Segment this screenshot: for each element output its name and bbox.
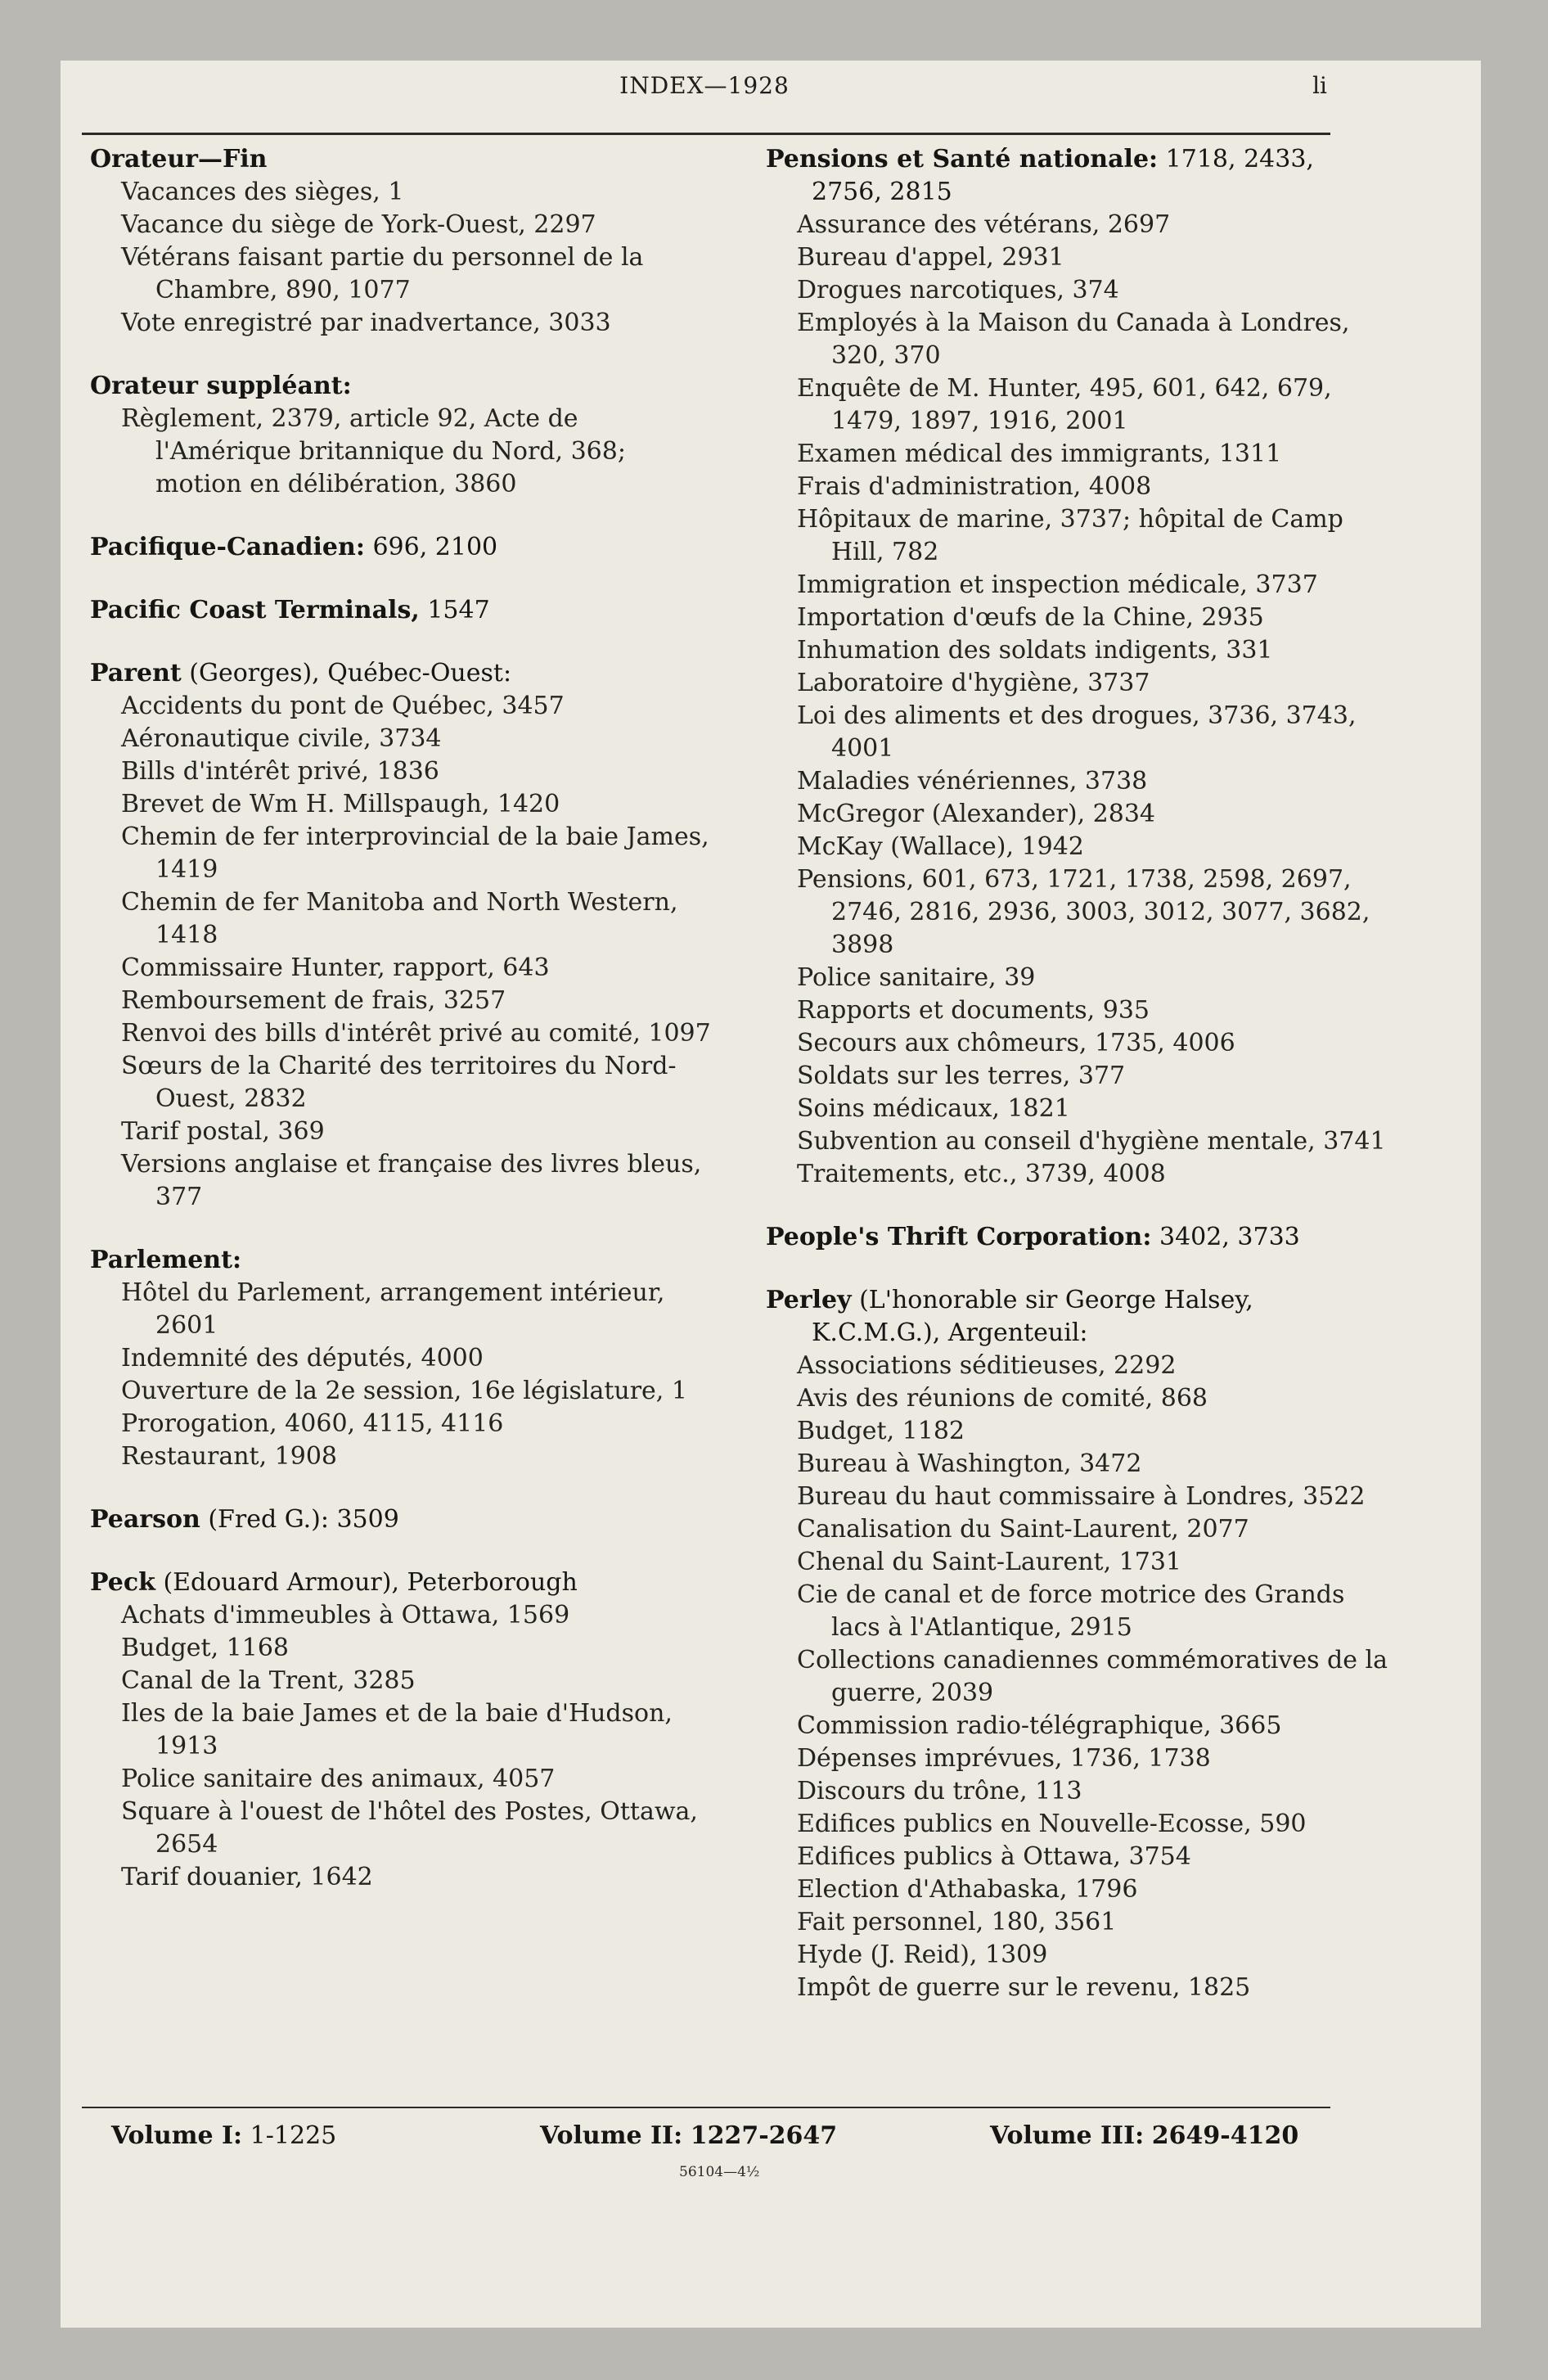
sub-entry: Frais d'administration, 4008: [797, 472, 1152, 501]
entry-name: Orateur suppléant:: [90, 372, 352, 400]
sub-entry: Chemin de fer interprovincial de la baie James, 1419: [121, 823, 709, 884]
entry-heading: [90, 1503, 712, 1536]
entry-name: Pensions et Santé nationale:: [766, 145, 1159, 174]
sub-entry: Bills d'intérêt privé, 1836: [121, 757, 439, 786]
sub-entry: Discours du trône, 113: [797, 1777, 1082, 1805]
entry-heading: [766, 1284, 1388, 1350]
entry-heading: [90, 531, 712, 564]
sub-entry: Square à l'ouest de l'hôtel des Postes, Ottawa, 2654: [121, 1797, 698, 1859]
header-rule: [82, 133, 1330, 135]
sub-entry: Rapports et documents, 935: [797, 996, 1150, 1025]
sub-entry: Canalisation du Saint-Laurent, 2077: [797, 1515, 1249, 1544]
sub-entry: McKay (Wallace), 1942: [797, 832, 1084, 861]
sub-entry: Vacance du siège de York-Ouest, 2297: [121, 210, 596, 239]
right-column: [766, 143, 1388, 2035]
sub-entry: Loi des aliments et des drogues, 3736, 3743, 4001: [797, 701, 1357, 763]
sub-entry: Bureau à Washington, 3472: [797, 1449, 1142, 1478]
entry-heading: [90, 370, 712, 403]
sub-entry: Associations séditieuses, 2292: [797, 1351, 1177, 1380]
sub-entry: Dépenses imprévues, 1736, 1738: [797, 1744, 1211, 1773]
entry-name: Pearson: [90, 1505, 200, 1534]
sub-entry: Enquête de M. Hunter, 495, 601, 642, 679, 1479, 1897, 1916, 2001: [797, 374, 1332, 435]
sub-entry: Police sanitaire, 39: [797, 963, 1036, 992]
sub-entry: McGregor (Alexander), 2834: [797, 800, 1155, 828]
sub-entry: Prorogation, 4060, 4115, 4116: [121, 1409, 504, 1438]
entry-heading: [90, 143, 712, 176]
entry-name: Pacifique-Canadien:: [90, 533, 365, 561]
volume-range: 1227-2647: [690, 2121, 838, 2150]
sub-entry: Bureau d'appel, 2931: [797, 243, 1064, 272]
index-entry: [90, 531, 712, 564]
entry-heading: [90, 657, 712, 690]
volume-range: 2649-4120: [1151, 2121, 1299, 2150]
left-column: [90, 143, 712, 1924]
index-entry: [766, 143, 1388, 1191]
entry-name: People's Thrift Corporation:: [766, 1223, 1152, 1251]
print-code: 56104—4½: [679, 2164, 760, 2180]
sub-entry: Hôpitaux de marine, 3737; hôpital de Camp Hill, 782: [797, 505, 1343, 566]
sub-entry: Budget, 1168: [121, 1634, 290, 1662]
entry-heading: [90, 594, 712, 627]
entry-references: (Edouard Armour), Peterborough: [155, 1568, 578, 1597]
sub-entry: Règlement, 2379, article 92, Acte de l'Amérique britannique du Nord, 368; motion en délibération, 3860: [121, 404, 626, 498]
sub-entry: Immigration et inspection médicale, 3737: [797, 570, 1318, 599]
volume-label: Volume II:: [540, 2121, 683, 2150]
sub-entry: Importation d'œufs de la Chine, 2935: [797, 603, 1264, 632]
sub-entry: Sœurs de la Charité des territoires du Nord-Ouest, 2832: [121, 1052, 677, 1113]
sub-entry: Edifices publics en Nouvelle-Ecosse, 590: [797, 1810, 1307, 1838]
footer-rule: [82, 2107, 1330, 2108]
sub-entry: Traitements, etc., 3739, 4008: [797, 1160, 1166, 1188]
sub-entry: Vote enregistré par inadvertance, 3033: [121, 309, 611, 337]
sub-entry: Vétérans faisant partie du personnel de la Chambre, 890, 1077: [121, 243, 644, 304]
entry-name: Peck: [90, 1568, 155, 1597]
sub-entry: Fait personnel, 180, 3561: [797, 1908, 1117, 1936]
sub-entry: Pensions, 601, 673, 1721, 1738, 2598, 2697, 2746, 2816, 2936, 3003, 3012, 3077, 3682, 3898: [797, 865, 1370, 959]
sub-entry: Tarif douanier, 1642: [121, 1863, 373, 1891]
sub-entry: Hyde (J. Reid), 1309: [797, 1941, 1048, 1969]
entry-references: (Georges), Québec-Ouest:: [181, 659, 512, 687]
entry-references: 696, 2100: [364, 533, 498, 561]
sub-entry: Commissaire Hunter, rapport, 643: [121, 953, 550, 982]
sub-entry: Subvention au conseil d'hygiène mentale, 3741: [797, 1127, 1386, 1156]
index-entry: [90, 1566, 712, 1894]
page-number: li: [1312, 72, 1327, 99]
entry-references: (Fred G.): 3509: [200, 1505, 399, 1534]
sub-entry: Soins médicaux, 1821: [797, 1094, 1070, 1123]
entry-name: Orateur—Fin: [90, 145, 268, 174]
entry-name: Parent: [90, 659, 182, 687]
index-entry: [90, 370, 712, 501]
entry-references: (L'honorable sir George Halsey, K.C.M.G.), Argenteuil:: [812, 1286, 1253, 1347]
sub-entry: Employés à la Maison du Canada à Londres, 320, 370: [797, 309, 1350, 370]
footer-volume-3: [990, 2121, 1298, 2150]
volume-range: 1-1225: [250, 2121, 337, 2150]
sub-entry: Maladies vénériennes, 3738: [797, 767, 1148, 796]
entry-heading: [90, 1244, 712, 1277]
index-entry: [90, 1503, 712, 1536]
index-entry: [766, 1221, 1388, 1254]
entry-name: Perley: [766, 1286, 852, 1314]
sub-entry: Edifices publics à Ottawa, 3754: [797, 1842, 1191, 1871]
page-header: [82, 72, 1327, 113]
entry-references: 3402, 3733: [1151, 1223, 1300, 1251]
sub-entry: Canal de la Trent, 3285: [121, 1666, 416, 1695]
sub-entry: Indemnité des députés, 4000: [121, 1344, 484, 1373]
entry-name: Parlement:: [90, 1246, 242, 1274]
sub-entry: Impôt de guerre sur le revenu, 1825: [797, 1973, 1251, 2002]
sub-entry: Election d'Athabaska, 1796: [797, 1875, 1138, 1904]
sub-entry: Bureau du haut commissaire à Londres, 3522: [797, 1482, 1366, 1511]
sub-entry: Renvoi des bills d'intérêt privé au comité, 1097: [121, 1019, 711, 1048]
index-entry: [90, 1244, 712, 1473]
sub-entry: Chemin de fer Manitoba and North Western, 1418: [121, 888, 678, 949]
sub-entry: Accidents du pont de Québec, 3457: [121, 692, 565, 720]
sub-entry: Assurance des vétérans, 2697: [797, 210, 1171, 239]
sub-entry: Tarif postal, 369: [121, 1117, 325, 1146]
sub-entry: Restaurant, 1908: [121, 1442, 338, 1471]
sub-entry: Achats d'immeubles à Ottawa, 1569: [121, 1601, 570, 1629]
sub-entry: Collections canadiennes commémoratives de la guerre, 2039: [797, 1646, 1388, 1707]
sub-entry: Aéronautique civile, 3734: [121, 724, 442, 753]
sub-entry: Police sanitaire des animaux, 4057: [121, 1765, 556, 1793]
sub-entry: Avis des réunions de comité, 868: [797, 1384, 1208, 1413]
index-entry: [90, 594, 712, 627]
footer-volume-2: [540, 2121, 837, 2150]
sub-entry: Inhumation des soldats indigents, 331: [797, 636, 1273, 665]
sub-entry: Vacances des sièges, 1: [121, 178, 404, 206]
index-entry: [766, 1284, 1388, 2004]
index-entry: [90, 143, 712, 340]
sub-entry: Cie de canal et de force motrice des Grands lacs à l'Atlantique, 2915: [797, 1580, 1345, 1642]
sub-entry: Commission radio-télégraphique, 3665: [797, 1711, 1282, 1740]
sub-entry: Budget, 1182: [797, 1417, 965, 1445]
entry-heading: [766, 143, 1388, 209]
sub-entry: Laboratoire d'hygiène, 3737: [797, 669, 1150, 697]
volume-label: Volume I:: [111, 2121, 243, 2150]
sub-entry: Remboursement de frais, 3257: [121, 986, 506, 1015]
sub-entry: Brevet de Wm H. Millspaugh, 1420: [121, 790, 560, 818]
sub-entry: Hôtel du Parlement, arrangement intérieur, 2601: [121, 1278, 665, 1340]
sub-entry: Iles de la baie James et de la baie d'Hudson, 1913: [121, 1699, 673, 1760]
sub-entry: Soldats sur les terres, 377: [797, 1062, 1126, 1090]
sub-entry: Drogues narcotiques, 374: [797, 276, 1119, 304]
sub-entry: Chenal du Saint-Laurent, 1731: [797, 1548, 1181, 1576]
entry-references: 1547: [419, 596, 490, 624]
sub-entry: Ouverture de la 2e session, 16e législature, 1: [121, 1377, 687, 1405]
sub-entry: Versions anglaise et française des livres bleus, 377: [121, 1150, 702, 1211]
entry-references: 1718, 2433, 2756, 2815: [812, 145, 1314, 206]
footer-volume-1: [111, 2121, 336, 2150]
sub-entry: Examen médical des immigrants, 1311: [797, 439, 1282, 468]
entry-name: Pacific Coast Terminals,: [90, 596, 420, 624]
page-title: INDEX—1928: [619, 72, 790, 99]
entry-heading: [766, 1221, 1388, 1254]
index-entry: [90, 657, 712, 1214]
sub-entry: Secours aux chômeurs, 1735, 4006: [797, 1029, 1235, 1057]
volume-label: Volume III:: [990, 2121, 1145, 2150]
entry-heading: [90, 1566, 712, 1599]
